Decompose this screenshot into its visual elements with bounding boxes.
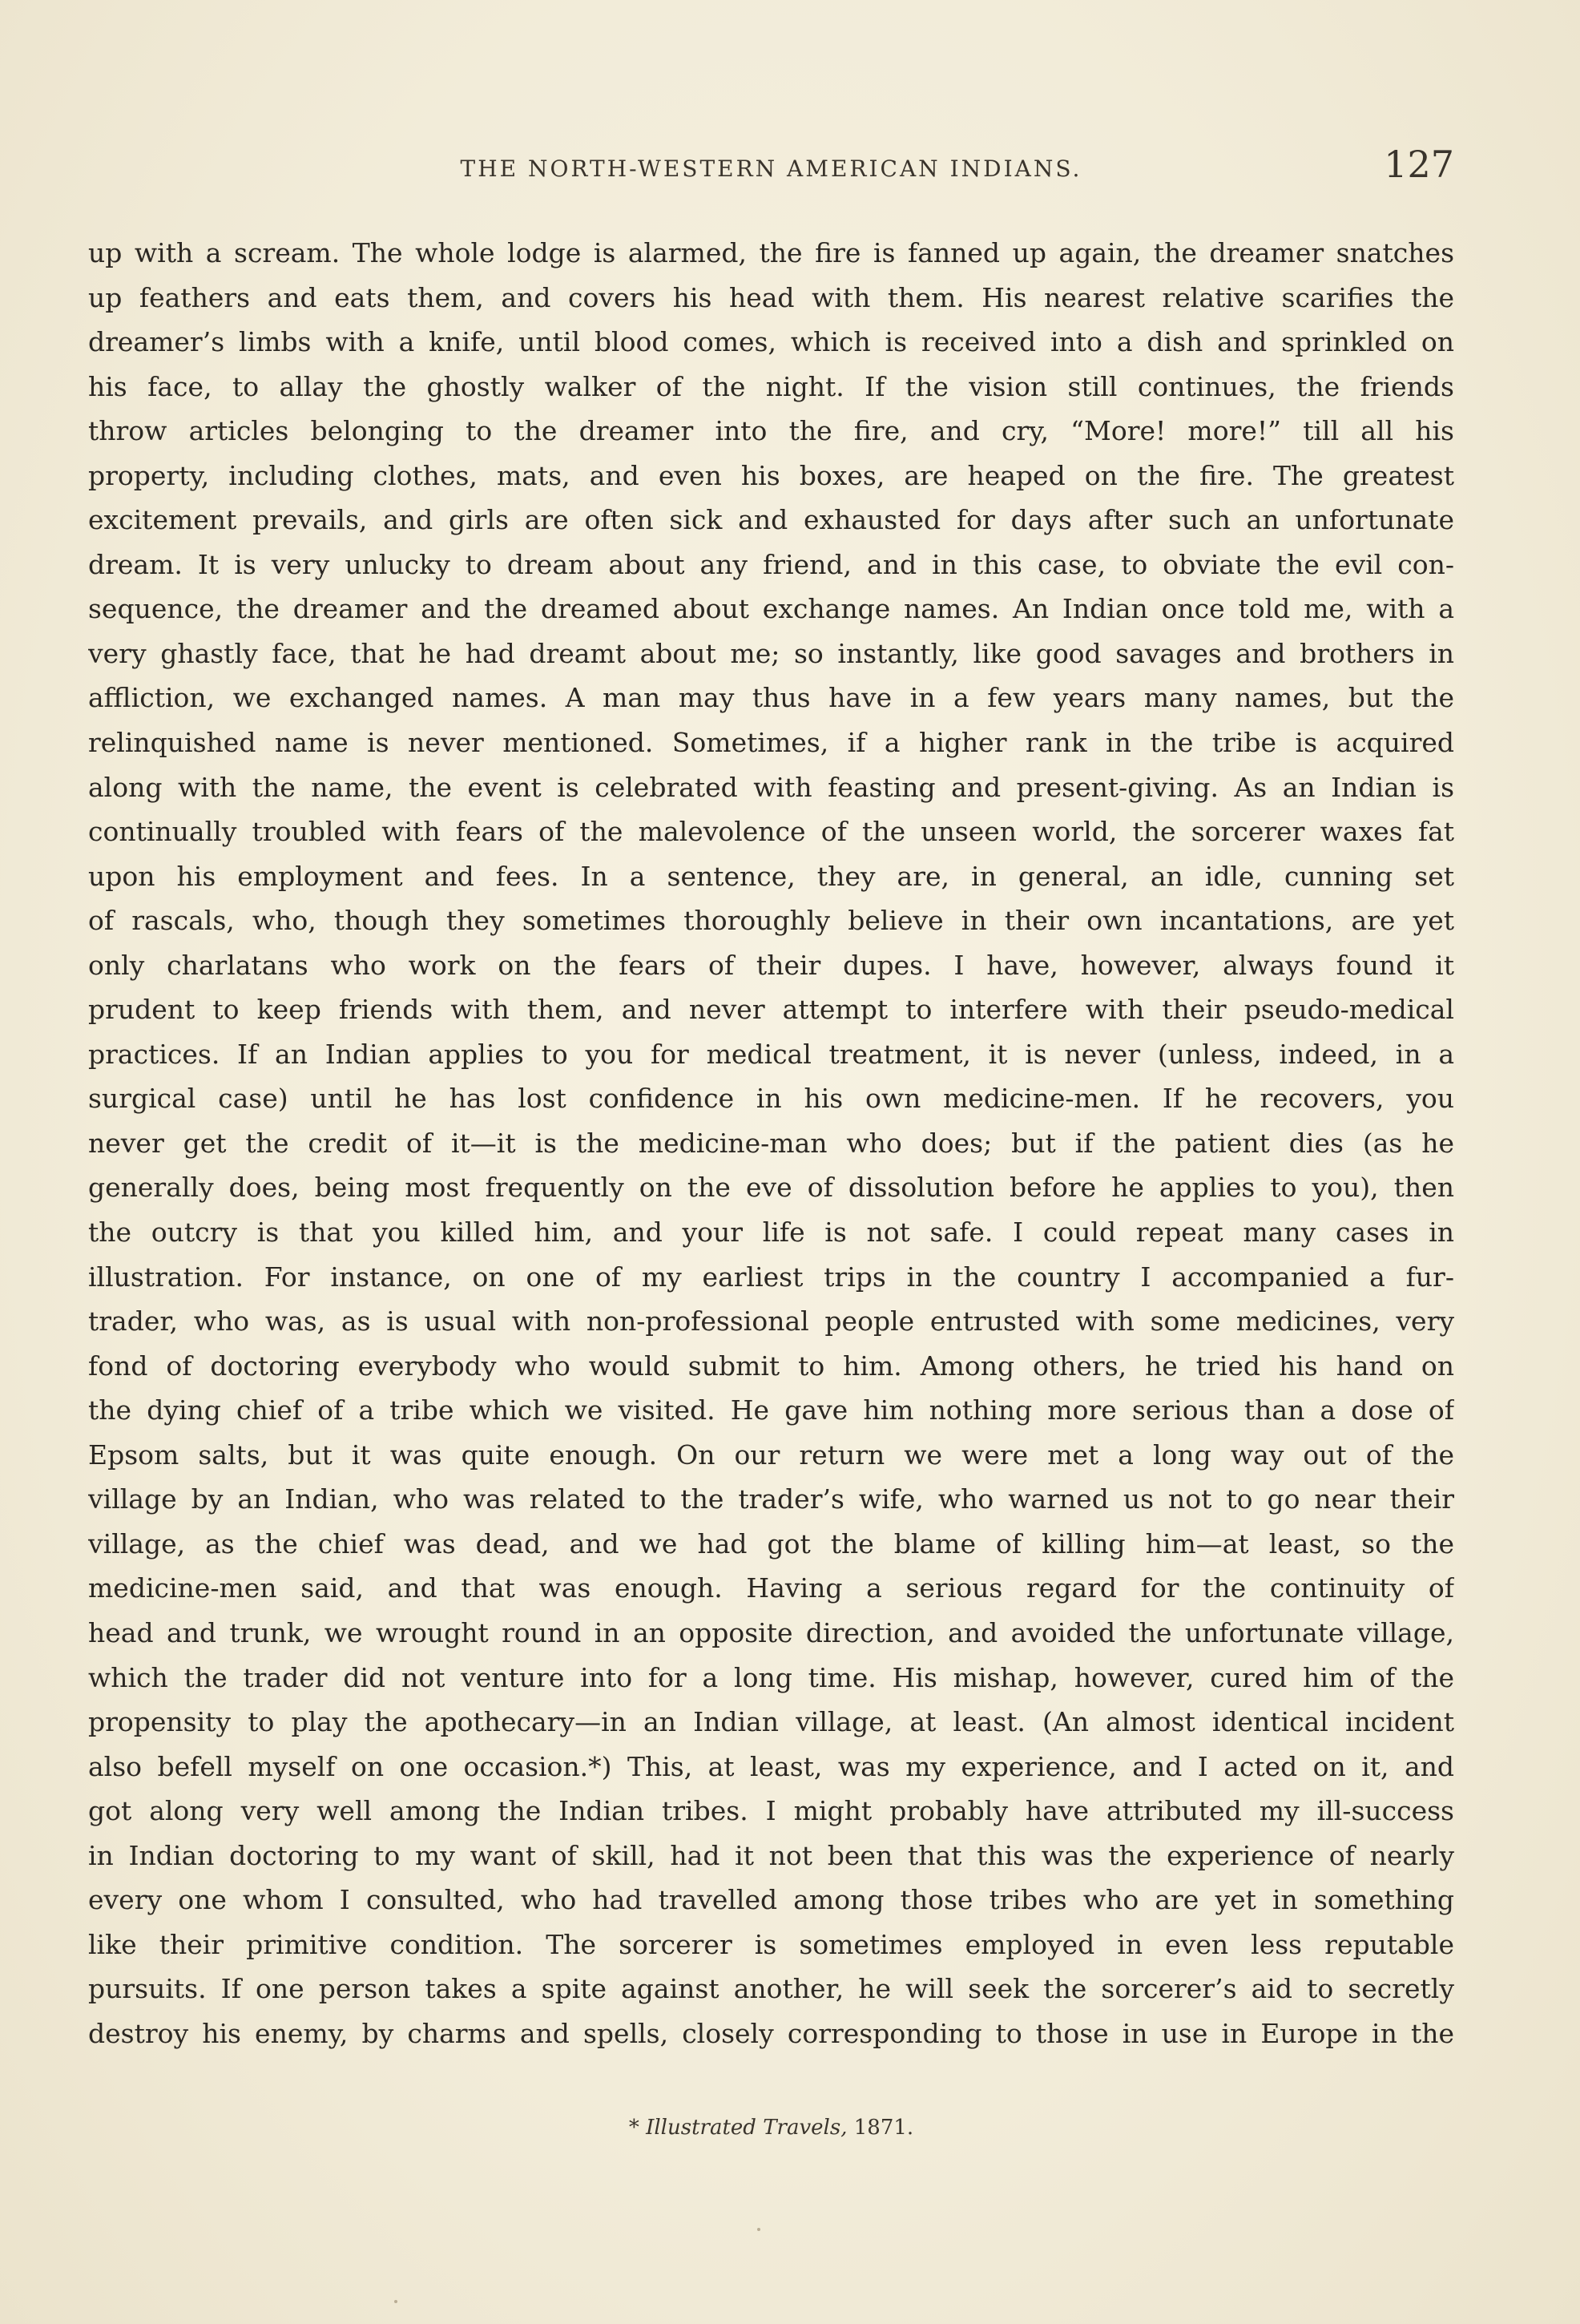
text-line: sequence, the dreamer and the dreamed about exchange names. An Indian once told me, with a bbox=[88, 593, 1454, 625]
text-line: every one whom I consulted, who had travelled among those tribes who are yet in something bbox=[88, 1884, 1454, 1916]
text-line: affliction, we exchanged names. A man may thus have in a few years many names, but the bbox=[88, 682, 1454, 714]
text-line: in Indian doctoring to my want of skill, had it not been that this was the experience of nearly bbox=[88, 1839, 1454, 1871]
paper-speck bbox=[757, 2228, 760, 2231]
text-line: Epsom salts, but it was quite enough. On our return we were met a long way out of the bbox=[88, 1438, 1454, 1471]
page-header bbox=[88, 143, 1454, 199]
text-line: destroy his enemy, by charms and spells, closely corresponding to those in use in Europe in the bbox=[88, 2017, 1454, 2049]
text-line: of rascals, who, though they sometimes thoroughly believe in their own incantations, are yet bbox=[88, 905, 1454, 937]
text-line: very ghastly face, that he had dreamt about me; so instantly, like good savages and brothers in bbox=[88, 637, 1454, 669]
text-line: head and trunk, we wrought round in an opposite direction, and avoided the unfortunate village, bbox=[88, 1616, 1454, 1648]
text-line: continually troubled with fears of the malevolence of the unseen world, the sorcerer waxes fat bbox=[88, 816, 1454, 848]
text-line: illustration. For instance, on one of my earliest trips in the country I accompanied a fur- bbox=[88, 1261, 1454, 1293]
text-line: property, including clothes, mats, and even his boxes, are heaped on the fire. The greatest bbox=[88, 459, 1454, 491]
text-line: practices. If an Indian applies to you for medical treatment, it is never (unless, indeed, in a bbox=[88, 1038, 1454, 1070]
footnote-marker: * bbox=[628, 2116, 639, 2140]
text-line: propensity to play the apothecary—in an Indian village, at least. (An almost identical incident bbox=[88, 1706, 1454, 1738]
footnote bbox=[88, 2116, 1454, 2140]
text-line: upon his employment and fees. In a sentence, they are, in general, an idle, cunning set bbox=[88, 860, 1454, 892]
text-line: up feathers and eats them, and covers his head with them. His nearest relative scarifies the bbox=[88, 281, 1454, 313]
text-line: medicine-men said, and that was enough. Having a serious regard for the continuity of bbox=[88, 1572, 1454, 1604]
text-line: pursuits. If one person takes a spite against another, he will seek the sorcerer’s aid to secretly bbox=[88, 1973, 1454, 2005]
paper-speck bbox=[394, 2300, 397, 2303]
text-line: the outcry is that you killed him, and your life is not safe. I could repeat many cases in bbox=[88, 1216, 1454, 1249]
text-line: village by an Indian, who was related to the trader’s wife, who warned us not to go near their bbox=[88, 1483, 1454, 1515]
footnote-year: 1871. bbox=[853, 2116, 914, 2140]
text-line: only charlatans who work on the fears of their dupes. I have, however, always found it bbox=[88, 949, 1454, 981]
text-line: never get the credit of it—it is the medicine-man who does; but if the patient dies (as he bbox=[88, 1127, 1454, 1159]
body-text bbox=[88, 231, 1454, 2066]
footnote-title: Illustrated Travels, bbox=[646, 2116, 848, 2140]
text-line: up with a scream. The whole lodge is alarmed, the fire is fanned up again, the dreamer snatches bbox=[88, 237, 1454, 268]
text-line: dreamer’s limbs with a knife, until blood comes, which is received into a dish and sprinkled on bbox=[88, 326, 1454, 358]
page-number: 127 bbox=[1384, 143, 1454, 186]
text-line: the dying chief of a tribe which we visited. He gave him nothing more serious than a dose of bbox=[88, 1394, 1454, 1426]
text-line: his face, to allay the ghostly walker of the night. If the vision still continues, the friends bbox=[88, 370, 1454, 402]
text-line: surgical case) until he has lost confidence in his own medicine-men. If he recovers, you bbox=[88, 1083, 1454, 1115]
text-line: dream. It is very unlucky to dream about any friend, and in this case, to obviate the evil con- bbox=[88, 548, 1454, 580]
text-line: got along very well among the Indian tribes. I might probably have attributed my ill-success bbox=[88, 1795, 1454, 1827]
text-line: like their primitive condition. The sorcerer is sometimes employed in even less reputable bbox=[88, 1928, 1454, 1960]
text-line: fond of doctoring everybody who would submit to him. Among others, he tried his hand on bbox=[88, 1350, 1454, 1382]
text-line: village, as the chief was dead, and we had got the blame of killing him—at least, so the bbox=[88, 1527, 1454, 1559]
text-line: prudent to keep friends with them, and never attempt to interfere with their pseudo-medical bbox=[88, 994, 1454, 1026]
running-head: THE NORTH-WESTERN AMERICAN INDIANS. bbox=[460, 155, 1082, 182]
text-line: generally does, being most frequently on the eve of dissolution before he applies to you), then bbox=[88, 1172, 1454, 1204]
text-line: throw articles belonging to the dreamer into the fire, and cry, “More! more!” till all his bbox=[88, 415, 1454, 447]
text-line: relinquished name is never mentioned. Sometimes, if a higher rank in the tribe is acquired bbox=[88, 727, 1454, 759]
text-line: which the trader did not venture into for a long time. His mishap, however, cured him of the bbox=[88, 1661, 1454, 1693]
text-line: trader, who was, as is usual with non-professional people entrusted with some medicines, very bbox=[88, 1305, 1454, 1338]
text-line: along with the name, the event is celebrated with feasting and present-giving. As an Indian is bbox=[88, 771, 1454, 803]
text-line: also befell myself on one occasion.*) This, at least, was my experience, and I acted on it, and bbox=[88, 1750, 1454, 1782]
text-line: excitement prevails, and girls are often sick and exhausted for days after such an unfortunate bbox=[88, 504, 1454, 536]
